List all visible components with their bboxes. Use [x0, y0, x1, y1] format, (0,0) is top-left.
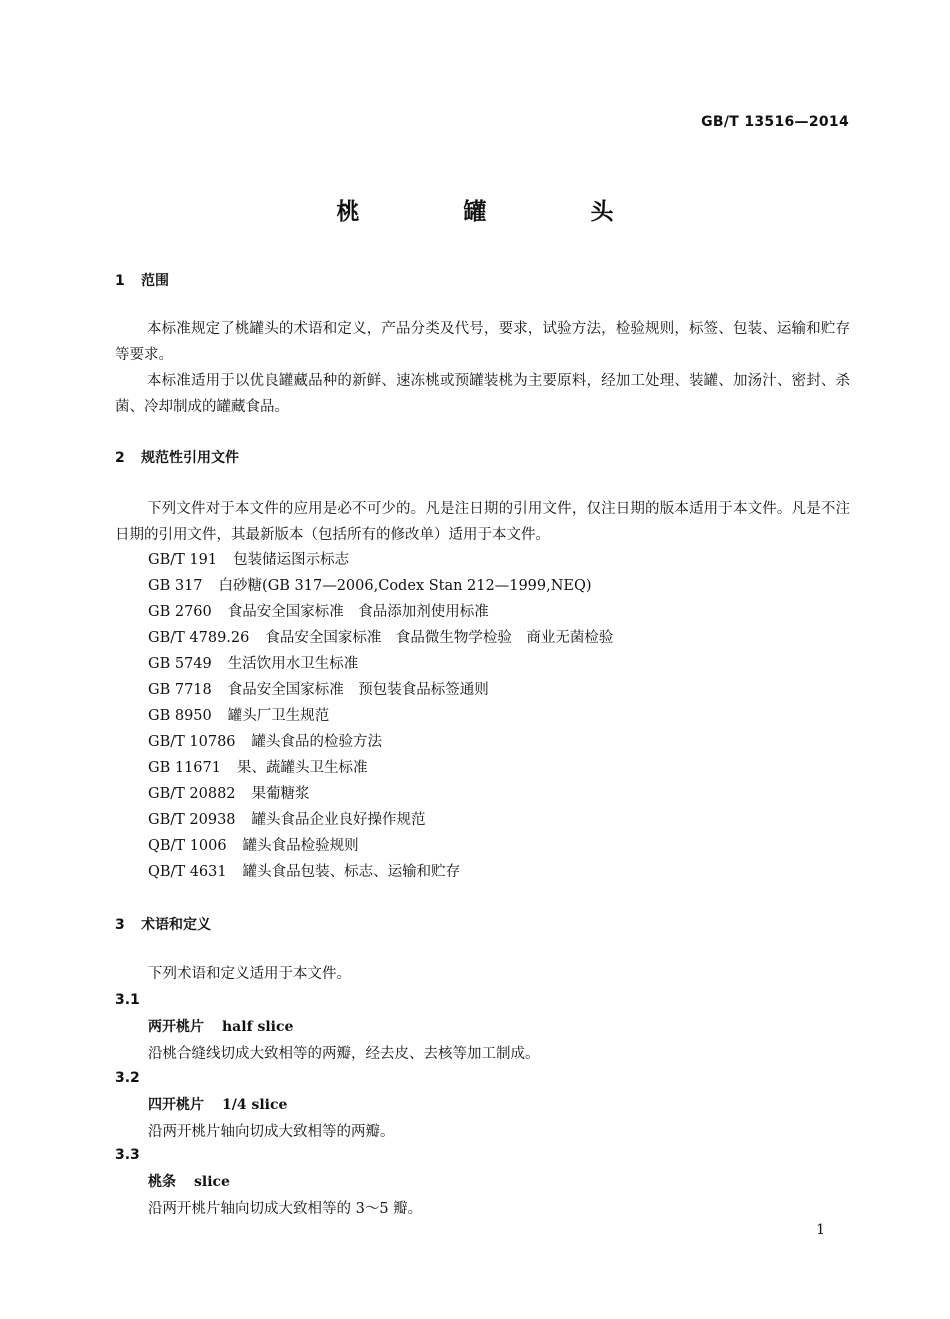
term-heading — [148, 1094, 287, 1114]
reference-title: 食品安全国家标准 预包装食品标签通则 — [227, 682, 489, 698]
terms-intro: 下列术语和定义适用于本文件。 — [148, 966, 351, 982]
section-title: 范围 — [141, 273, 169, 289]
reference-item — [148, 550, 349, 570]
reference-item — [148, 836, 359, 856]
reference-title: 白砂糖(GB 317—2006,Codex Stan 212—1999,NEQ) — [218, 578, 592, 594]
reference-item — [148, 628, 613, 648]
reference-code: QB/T 1006 — [148, 838, 227, 854]
reference-title: 生活饮用水卫生标准 — [227, 656, 359, 672]
section-number: 2 — [115, 450, 125, 466]
scope-paragraph-1: 本标准规定了桃罐头的术语和定义，产品分类及代号，要求，试验方法，检验规则，标签、包装、运输和贮存等要求。 — [115, 321, 850, 363]
reference-title: 罐头厂卫生规范 — [227, 708, 330, 724]
reference-title: 罐头食品检验规则 — [242, 838, 359, 854]
reference-title: 果、蔬罐头卫生标准 — [236, 760, 368, 776]
term-heading — [148, 1016, 293, 1036]
reference-code: GB 8950 — [148, 708, 212, 724]
document-title: 桃 罐 头 — [336, 199, 662, 225]
reference-code: GB 2760 — [148, 604, 212, 620]
reference-code: GB/T 4789.26 — [148, 630, 250, 646]
reference-item — [148, 732, 382, 752]
term-definition: 沿桃合缝线切成大致相等的两瓣，经去皮、去核等加工制成。 — [148, 1046, 540, 1062]
term-number: 3.3 — [115, 1147, 140, 1163]
reference-title: 罐头食品的检验方法 — [251, 734, 383, 750]
reference-code: GB 317 — [148, 578, 203, 594]
term-chinese: 桃条 — [148, 1174, 176, 1190]
reference-item — [148, 602, 489, 622]
section-3-heading — [115, 914, 211, 934]
scope-paragraph-2: 本标准适用于以优良罐藏品种的新鲜、速冻桃或预罐装桃为主要原料，经加工处理、装罐、加汤汁、密封、杀菌、冷却制成的罐藏食品。 — [115, 373, 850, 415]
section-title: 规范性引用文件 — [141, 450, 239, 466]
reference-code: GB 5749 — [148, 656, 212, 672]
term-english: 1/4 slice — [222, 1097, 288, 1113]
reference-item — [148, 862, 460, 882]
reference-code: GB 7718 — [148, 682, 212, 698]
reference-title: 果葡糖浆 — [251, 786, 310, 802]
reference-title: 食品安全国家标准 食品微生物学检验 商业无菌检验 — [265, 630, 614, 646]
reference-code: GB/T 191 — [148, 552, 218, 568]
term-number: 3.2 — [115, 1070, 140, 1086]
reference-title: 食品安全国家标准 食品添加剂使用标准 — [227, 604, 489, 620]
reference-item — [148, 706, 329, 726]
section-2-heading — [115, 447, 239, 467]
section-title: 术语和定义 — [141, 917, 211, 933]
references-intro: 下列文件对于本文件的应用是必不可少的。凡是注日期的引用文件，仅注日期的版本适用于本文件。凡是不注日期的引用文件，其最新版本（包括所有的修改单）适用于本文件。 — [115, 501, 850, 543]
reference-title: 包装储运图示标志 — [233, 552, 350, 568]
term-heading — [148, 1171, 230, 1191]
reference-title: 罐头食品包装、标志、运输和贮存 — [242, 864, 461, 880]
reference-code: GB/T 10786 — [148, 734, 236, 750]
reference-code: GB/T 20882 — [148, 786, 236, 802]
reference-code: GB/T 20938 — [148, 812, 236, 828]
reference-item — [148, 654, 358, 674]
reference-item — [148, 758, 367, 778]
term-chinese: 四开桃片 — [148, 1097, 204, 1113]
term-number: 3.1 — [115, 992, 140, 1008]
term-definition: 沿两开桃片轴向切成大致相等的 3～5 瓣。 — [148, 1201, 423, 1217]
reference-item — [148, 680, 489, 700]
page-number: 1 — [816, 1222, 825, 1238]
section-number: 3 — [115, 917, 125, 933]
term-definition: 沿两开桃片轴向切成大致相等的两瓣。 — [148, 1124, 395, 1140]
section-1-heading — [115, 270, 169, 290]
reference-title: 罐头食品企业良好操作规范 — [251, 812, 426, 828]
term-english: half slice — [222, 1019, 294, 1035]
reference-item — [148, 810, 426, 830]
reference-item — [148, 576, 592, 596]
section-number: 1 — [115, 273, 125, 289]
term-chinese: 两开桃片 — [148, 1019, 204, 1035]
reference-item — [148, 784, 310, 804]
term-english: slice — [194, 1174, 230, 1190]
reference-code: GB 11671 — [148, 760, 221, 776]
standard-number: GB/T 13516—2014 — [701, 114, 849, 130]
reference-code: QB/T 4631 — [148, 864, 227, 880]
